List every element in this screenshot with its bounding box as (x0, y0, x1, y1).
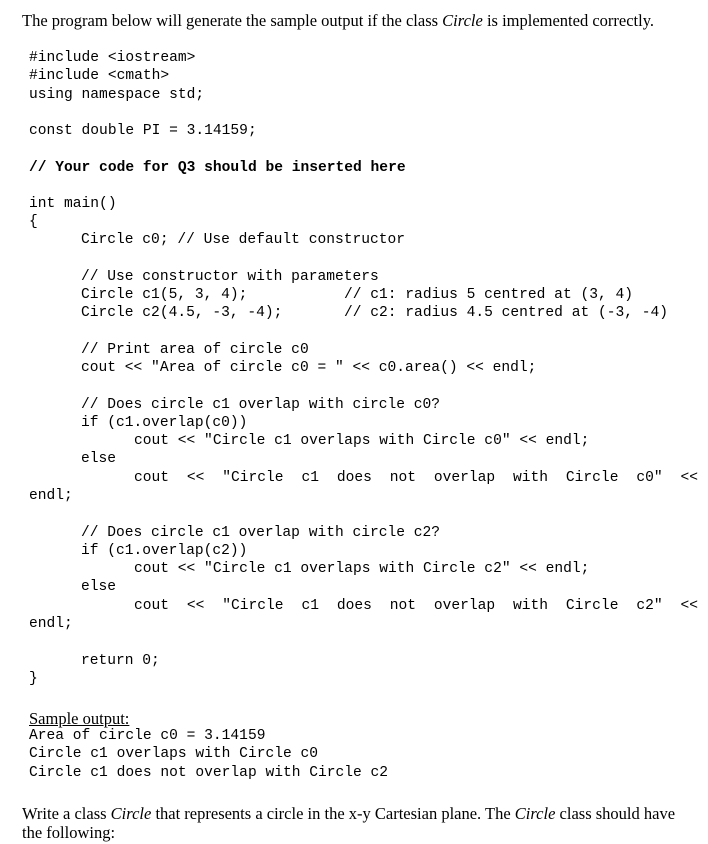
word: does (336, 470, 372, 486)
word: with (513, 470, 549, 486)
code-endl-1: endl; (29, 488, 73, 504)
word: overlap (433, 470, 496, 486)
word: "Circle (222, 598, 284, 614)
intro-class-name: Circle (442, 11, 483, 30)
word: c2" (636, 598, 663, 614)
word: cout (134, 470, 170, 486)
code-return: return 0; (81, 653, 160, 669)
description-class-name: Circle (110, 804, 152, 823)
code-if-c2: if (c1.overlap(c2)) (81, 543, 248, 559)
word: does (336, 598, 372, 614)
description-before: Write a class (22, 804, 111, 823)
code-overlap-c0-comment: // Does circle c1 overlap with circle c0? (81, 397, 441, 413)
word: "Circle (222, 470, 284, 486)
code-insert-comment: // Your code for Q3 should be inserted here (29, 160, 406, 176)
description-line-1 (22, 804, 675, 823)
word: c0" (636, 470, 663, 486)
description-after: class should have (555, 804, 676, 823)
intro-text (22, 11, 654, 30)
code-else-1: else (81, 451, 117, 467)
word: << (680, 470, 698, 486)
description-line-2: the following: (22, 823, 116, 842)
intro-before: The program below will generate the sample output if the class (22, 11, 443, 30)
code-cout-not-overlap-c0 (134, 469, 698, 487)
code-include-iostream: #include <iostream> (29, 50, 196, 66)
sample-output-line: Circle c1 does not overlap with Circle c2 (29, 765, 389, 781)
intro-after: is implemented correctly. (482, 11, 655, 30)
code-c1-declaration: Circle c1(5, 3, 4); (81, 287, 248, 303)
code-if-c0: if (c1.overlap(c0)) (81, 415, 248, 431)
word: << (186, 470, 205, 486)
code-c2-comment: // c2: radius 4.5 centred at (-3, -4) (344, 305, 669, 321)
code-using-namespace: using namespace std; (29, 87, 205, 103)
code-c0-declaration: Circle c0; // Use default constructor (81, 232, 406, 248)
sample-output-line: Area of circle c0 = 3.14159 (29, 728, 266, 744)
code-cout-area: cout << "Area of circle c0 = " << c0.area() << endl; (81, 360, 537, 376)
code-constructor-comment: // Use constructor with parameters (81, 269, 379, 285)
word: overlap (433, 598, 496, 614)
word: c1 (301, 598, 319, 614)
word: with (513, 598, 549, 614)
code-c2-declaration: Circle c2(4.5, -3, -4); (81, 305, 283, 321)
code-cout-overlaps-c0: cout << "Circle c1 overlaps with Circle c0" << endl; (134, 433, 590, 449)
description-class-name-2: Circle (514, 804, 556, 823)
word: Circle (565, 598, 619, 614)
description-middle: that represents a circle in the x-y Cartesian plane. The (151, 804, 515, 823)
code-overlap-c2-comment: // Does circle c1 overlap with circle c2? (81, 525, 441, 541)
word: not (389, 470, 416, 486)
code-close-brace: } (29, 671, 38, 687)
word: cout (134, 598, 170, 614)
code-else-2: else (81, 579, 117, 595)
word: c1 (301, 470, 319, 486)
code-cout-overlaps-c2: cout << "Circle c1 overlaps with Circle c2" << endl; (134, 561, 590, 577)
code-main-signature: int main() (29, 196, 117, 212)
code-endl-2: endl; (29, 616, 73, 632)
sample-output-heading: Sample output: (29, 709, 130, 728)
word: Circle (565, 470, 619, 486)
code-c1-comment: // c1: radius 5 centred at (3, 4) (344, 287, 634, 303)
code-cout-not-overlap-c2 (134, 597, 698, 615)
word: << (186, 598, 205, 614)
code-open-brace: { (29, 214, 38, 230)
sample-output-line: Circle c1 overlaps with Circle c0 (29, 746, 319, 762)
word: << (680, 598, 698, 614)
code-const-pi: const double PI = 3.14159; (29, 123, 257, 139)
word: not (389, 598, 416, 614)
code-print-comment: // Print area of circle c0 (81, 342, 309, 358)
code-include-cmath: #include <cmath> (29, 68, 170, 84)
